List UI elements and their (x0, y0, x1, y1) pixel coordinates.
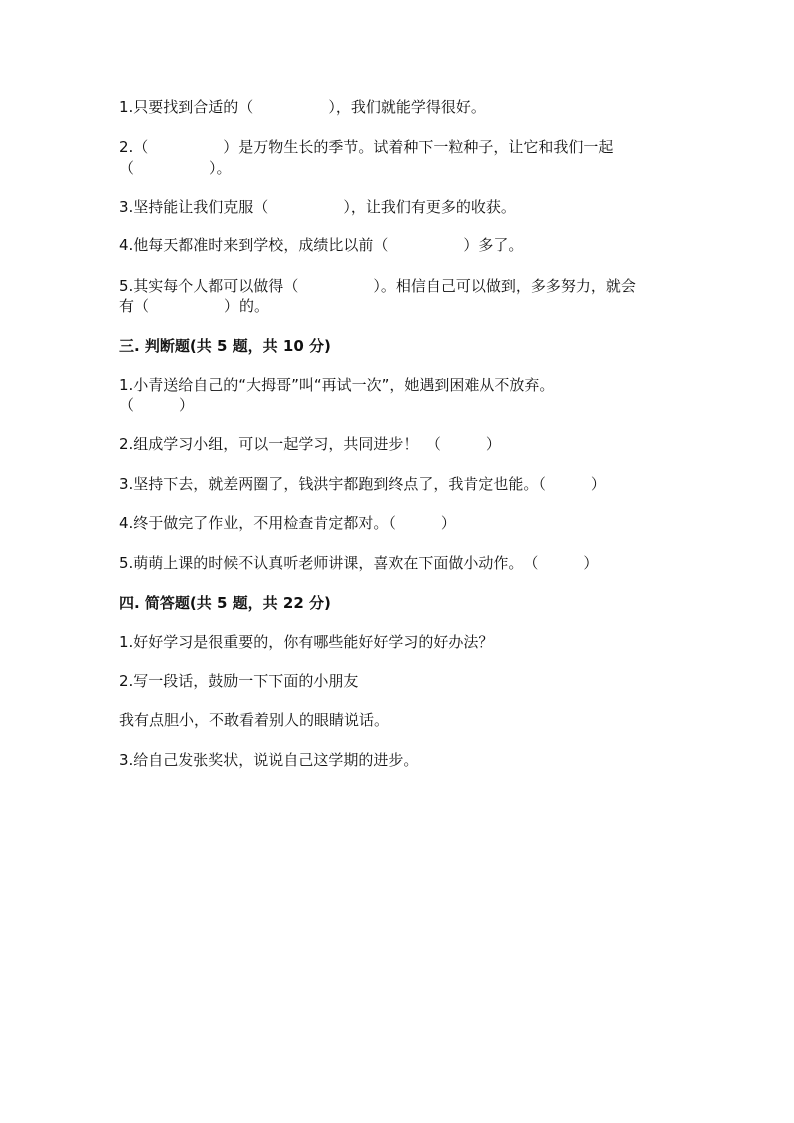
fill-blank-question-4: 4.他每天都准时来到学校，成绩比以前（ ）多了。 (119, 236, 524, 254)
fill-blank-question-3: 3.坚持能让我们克服（ ），让我们有更多的收获。 (119, 198, 516, 216)
judge-section-heading: 三. 判断题(共 5 题，共 10 分) (119, 337, 331, 355)
judge-question-5: 5.萌萌上课的时候不认真听老师讲课，喜欢在下面做小动作。 （ ） (119, 554, 599, 572)
judge-question-1-line-1: 1.小青送给自己的“大拇哥”叫“再试一次”，她遇到困难从不放弃。 (119, 376, 555, 394)
short-answer-question-1: 1.好好学习是很重要的，你有哪些能好好学习的好办法？ (119, 633, 494, 651)
fill-blank-question-5-line-2: 有（ ）的。 (119, 297, 270, 315)
fill-blank-question-2-line-1: 2.（ ）是万物生长的季节。试着种下一粒种子，让它和我们一起 (119, 138, 614, 156)
short-answer-section-heading: 四. 简答题(共 5 题，共 22 分) (119, 594, 331, 612)
judge-question-2: 2.组成学习小组，可以一起学习，共同进步！ （ ） (119, 435, 501, 453)
short-answer-question-2-prompt: 我有点胆小，不敢看着别人的眼睛说话。 (119, 711, 390, 729)
judge-question-3: 3.坚持下去，就差两圈了，钱洪宇都跑到终点了，我肯定也能。（ ） (119, 475, 606, 493)
fill-blank-question-1: 1.只要找到合适的（ ），我们就能学得很好。 (119, 98, 486, 116)
short-answer-question-2: 2.写一段话，鼓励一下下面的小朋友 (119, 672, 359, 690)
fill-blank-question-2-line-2: （ ）。 (119, 159, 232, 177)
fill-blank-question-5-line-1: 5.其实每个人都可以做得（ ）。相信自己可以做到，多多努力，就会 (119, 277, 636, 295)
judge-question-1-line-2: （ ） (119, 396, 195, 414)
judge-question-4: 4.终于做完了作业，不用检查肯定都对。（ ） (119, 514, 456, 532)
short-answer-question-3: 3.给自己发张奖状，说说自己这学期的进步。 (119, 751, 419, 769)
